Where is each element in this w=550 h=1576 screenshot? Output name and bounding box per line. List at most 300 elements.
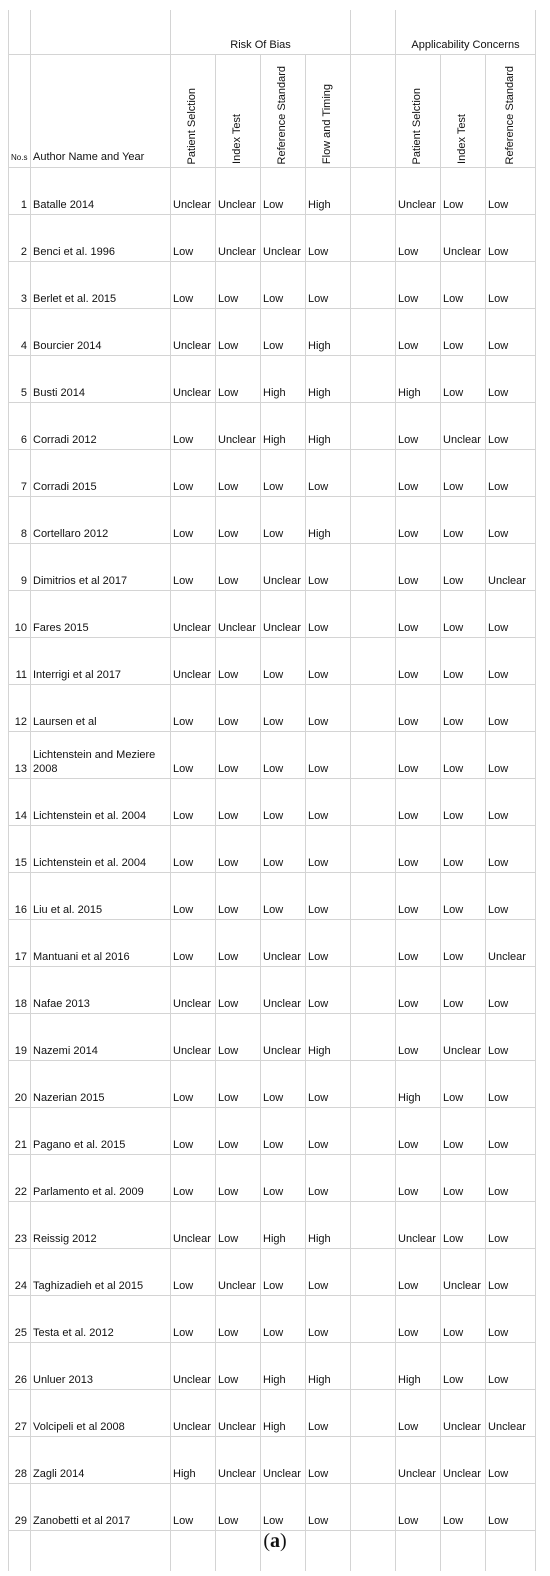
rob-index-test-cell: Low (216, 356, 261, 403)
header-no-cell (9, 55, 31, 168)
row-number: 7 (9, 450, 31, 497)
group-header-row (9, 10, 536, 55)
blank-cell (351, 1202, 396, 1249)
group-risk-of-bias (171, 10, 351, 55)
ac-index-test-cell: Low (441, 168, 486, 215)
ac-patient-selection-cell: Low (396, 1014, 441, 1061)
ac-patient-selection-cell: Low (396, 685, 441, 732)
row-number: 24 (9, 1249, 31, 1296)
rob-index-test-cell: Low (216, 685, 261, 732)
ac-reference-standard-cell: Low (486, 356, 536, 403)
header-ac-index-test: Index Test (456, 114, 469, 164)
ac-index-test-cell: Low (441, 262, 486, 309)
rob-reference-standard-cell: High (261, 1343, 306, 1390)
ac-index-test-cell: Unclear (441, 1390, 486, 1437)
rob-flow-timing-cell: Low (306, 638, 351, 685)
table-row (9, 215, 536, 262)
ac-reference-standard-cell: Low (486, 1108, 536, 1155)
ac-reference-standard-cell: Low (486, 262, 536, 309)
ac-reference-standard-cell: Low (486, 591, 536, 638)
rob-index-test-cell: Unclear (216, 591, 261, 638)
row-number: 14 (9, 779, 31, 826)
rob-index-test-cell: Low (216, 1484, 261, 1531)
rob-flow-timing-cell: High (306, 1343, 351, 1390)
header-rob-patient-selection: Patient Selction (186, 87, 198, 164)
caption-close: ) (280, 1530, 287, 1552)
rob-reference-standard-cell: Low (261, 168, 306, 215)
table-row (9, 779, 536, 826)
table-row (9, 967, 536, 1014)
row-number: 17 (9, 920, 31, 967)
quality-assessment-table (8, 10, 535, 1571)
rob-patient-selection-cell: Low (171, 1249, 216, 1296)
rob-patient-selection-cell: Low (171, 450, 216, 497)
author-name-year: Benci et al. 1996 (31, 215, 171, 262)
blank-cell (351, 779, 396, 826)
rob-patient-selection-cell: Low (171, 497, 216, 544)
ac-patient-selection-cell: Low (396, 967, 441, 1014)
blank-cell (351, 967, 396, 1014)
ac-patient-selection-cell: High (396, 356, 441, 403)
rob-patient-selection-cell: Low (171, 826, 216, 873)
rob-reference-standard-cell: Low (261, 262, 306, 309)
row-number: 4 (9, 309, 31, 356)
ac-patient-selection-cell: Low (396, 215, 441, 262)
ac-reference-standard-cell: Unclear (486, 1390, 536, 1437)
rob-flow-timing-cell: Low (306, 591, 351, 638)
ac-reference-standard-cell: Low (486, 967, 536, 1014)
rob-flow-timing-cell: Low (306, 215, 351, 262)
author-name-year: Reissig 2012 (31, 1202, 171, 1249)
ac-index-test-cell: Low (441, 1296, 486, 1343)
caption-letter: a (270, 1530, 280, 1552)
rob-flow-timing-cell: Low (306, 1108, 351, 1155)
author-name-year: Zagli 2014 (31, 1437, 171, 1484)
ac-reference-standard-cell: Low (486, 1155, 536, 1202)
table-row (9, 544, 536, 591)
blank-cell (351, 1296, 396, 1343)
rob-index-test-cell: Low (216, 262, 261, 309)
blank-cell (351, 1343, 396, 1390)
rob-flow-timing-cell: Low (306, 1437, 351, 1484)
ac-reference-standard-cell: Low (486, 826, 536, 873)
table-row (9, 309, 536, 356)
ac-patient-selection-cell: Unclear (396, 1437, 441, 1484)
ac-reference-standard-cell: Low (486, 450, 536, 497)
rob-patient-selection-cell: Low (171, 1484, 216, 1531)
author-name-year: Dimitrios et al 2017 (31, 544, 171, 591)
rob-reference-standard-cell: Low (261, 873, 306, 920)
rob-reference-standard-cell: Low (261, 450, 306, 497)
ac-index-test-cell: Low (441, 1155, 486, 1202)
row-number: 19 (9, 1014, 31, 1061)
rob-patient-selection-cell: Unclear (171, 1390, 216, 1437)
ac-patient-selection-cell: Low (396, 873, 441, 920)
row-number: 8 (9, 497, 31, 544)
ac-index-test-cell: Low (441, 450, 486, 497)
rob-flow-timing-cell: Low (306, 1249, 351, 1296)
ac-index-test-cell: Low (441, 497, 486, 544)
table-row (9, 591, 536, 638)
rob-reference-standard-cell: Low (261, 1155, 306, 1202)
ac-patient-selection-cell: Low (396, 1108, 441, 1155)
blank-cell (351, 732, 396, 779)
row-number: 18 (9, 967, 31, 1014)
rob-index-test-cell: Unclear (216, 1437, 261, 1484)
author-name-year: Zanobetti et al 2017 (31, 1484, 171, 1531)
rob-index-test-cell: Unclear (216, 1390, 261, 1437)
blank-cell (351, 1390, 396, 1437)
ac-patient-selection-cell: Low (396, 403, 441, 450)
row-number: 1 (9, 168, 31, 215)
rob-flow-timing-cell: Low (306, 967, 351, 1014)
row-number: 2 (9, 215, 31, 262)
ac-reference-standard-cell: Low (486, 779, 536, 826)
rob-index-test-cell: Low (216, 309, 261, 356)
rob-reference-standard-cell: Low (261, 685, 306, 732)
table-row (9, 732, 536, 779)
rob-patient-selection-cell: Unclear (171, 309, 216, 356)
header-author-cell (31, 55, 171, 168)
blank-cell (351, 1484, 396, 1531)
rob-flow-timing-cell: High (306, 168, 351, 215)
rob-flow-timing-cell: Low (306, 1061, 351, 1108)
column-header-row (9, 55, 536, 168)
rob-flow-timing-cell: Low (306, 732, 351, 779)
ac-index-test-cell: Low (441, 591, 486, 638)
author-name-year: Parlamento et al. 2009 (31, 1155, 171, 1202)
rob-reference-standard-cell: Low (261, 1249, 306, 1296)
header-rob-flow-timing: Flow and Timing (321, 83, 333, 164)
rob-flow-timing-cell: High (306, 403, 351, 450)
ac-index-test-cell: Low (441, 309, 486, 356)
rob-reference-standard-cell: Low (261, 826, 306, 873)
rob-reference-standard-cell: Low (261, 1108, 306, 1155)
rob-patient-selection-cell: Low (171, 685, 216, 732)
rob-index-test-cell: Low (216, 497, 261, 544)
group-title-risk: Risk Of Bias (230, 39, 291, 51)
ac-index-test-cell: Unclear (441, 1014, 486, 1061)
ac-index-test-cell: Low (441, 1108, 486, 1155)
author-name-year: Lichtenstein et al. 2004 (31, 826, 171, 873)
ac-patient-selection-cell: Low (396, 262, 441, 309)
ac-reference-standard-cell: Low (486, 1061, 536, 1108)
rob-flow-timing-cell: Low (306, 826, 351, 873)
row-number: 26 (9, 1343, 31, 1390)
ac-index-test-cell: Unclear (441, 403, 486, 450)
table-row (9, 685, 536, 732)
rob-flow-timing-cell: Low (306, 1155, 351, 1202)
blank-cell (351, 215, 396, 262)
rob-flow-timing-cell: Low (306, 920, 351, 967)
rob-flow-timing-cell: Low (306, 1296, 351, 1343)
rob-index-test-cell: Low (216, 1014, 261, 1061)
ac-reference-standard-cell: Low (486, 168, 536, 215)
ac-patient-selection-cell: Low (396, 920, 441, 967)
table-row (9, 450, 536, 497)
header-ac-index-cell (441, 55, 486, 168)
ac-reference-standard-cell: Low (486, 638, 536, 685)
row-number: 21 (9, 1108, 31, 1155)
rob-patient-selection-cell: Unclear (171, 1202, 216, 1249)
rob-flow-timing-cell: Low (306, 450, 351, 497)
table-row (9, 1249, 536, 1296)
table-row (9, 262, 536, 309)
rob-index-test-cell: Unclear (216, 1249, 261, 1296)
author-name-year: Interrigi et al 2017 (31, 638, 171, 685)
blank-cell (351, 1061, 396, 1108)
author-name-year: Bourcier 2014 (31, 309, 171, 356)
author-name-year: Laursen et al (31, 685, 171, 732)
ac-patient-selection-cell: Low (396, 1249, 441, 1296)
row-number: 27 (9, 1390, 31, 1437)
rob-reference-standard-cell: Low (261, 309, 306, 356)
rob-reference-standard-cell: Unclear (261, 215, 306, 262)
header-ac-patient-cell (396, 55, 441, 168)
blank-cell (351, 1249, 396, 1296)
table-row (9, 1296, 536, 1343)
ac-reference-standard-cell: Low (486, 1202, 536, 1249)
ac-patient-selection-cell: Low (396, 779, 441, 826)
rob-reference-standard-cell: High (261, 356, 306, 403)
rob-patient-selection-cell: Unclear (171, 1343, 216, 1390)
author-name-year: Liu et al. 2015 (31, 873, 171, 920)
rob-reference-standard-cell: Low (261, 1296, 306, 1343)
table-row (9, 826, 536, 873)
rob-patient-selection-cell: Low (171, 1061, 216, 1108)
rob-reference-standard-cell: Unclear (261, 920, 306, 967)
rob-flow-timing-cell: High (306, 1202, 351, 1249)
blank-cell (351, 450, 396, 497)
rob-index-test-cell: Low (216, 544, 261, 591)
rob-index-test-cell: Unclear (216, 168, 261, 215)
rob-index-test-cell: Low (216, 1296, 261, 1343)
author-name-year: Lichtenstein and Meziere 2008 (31, 732, 171, 779)
table-row (9, 497, 536, 544)
ac-index-test-cell: Unclear (441, 1249, 486, 1296)
header-rob-index-cell (216, 55, 261, 168)
rob-patient-selection-cell: Low (171, 403, 216, 450)
author-name-year: Nafae 2013 (31, 967, 171, 1014)
rob-reference-standard-cell: Low (261, 497, 306, 544)
rob-reference-standard-cell: Unclear (261, 1014, 306, 1061)
ac-reference-standard-cell: Low (486, 1249, 536, 1296)
ac-reference-standard-cell: Low (486, 1343, 536, 1390)
rob-patient-selection-cell: Low (171, 920, 216, 967)
blank-cell (351, 10, 396, 55)
ac-index-test-cell: Low (441, 1484, 486, 1531)
rob-flow-timing-cell: Low (306, 262, 351, 309)
ac-patient-selection-cell: Low (396, 497, 441, 544)
blank-cell (351, 544, 396, 591)
rob-patient-selection-cell: Low (171, 1155, 216, 1202)
blank-cell (351, 873, 396, 920)
author-name-year: Pagano et al. 2015 (31, 1108, 171, 1155)
rob-patient-selection-cell: Unclear (171, 591, 216, 638)
row-number: 25 (9, 1296, 31, 1343)
row-number: 5 (9, 356, 31, 403)
ac-index-test-cell: Low (441, 826, 486, 873)
ac-reference-standard-cell: Low (486, 215, 536, 262)
blank-cell (351, 497, 396, 544)
rob-reference-standard-cell: Low (261, 779, 306, 826)
ac-index-test-cell: Low (441, 544, 486, 591)
author-name-year: Nazemi 2014 (31, 1014, 171, 1061)
ac-patient-selection-cell: Low (396, 1296, 441, 1343)
table-row (9, 1061, 536, 1108)
rob-index-test-cell: Unclear (216, 215, 261, 262)
rob-patient-selection-cell: High (171, 1437, 216, 1484)
ac-patient-selection-cell: Low (396, 1484, 441, 1531)
ac-patient-selection-cell: Low (396, 1390, 441, 1437)
rob-patient-selection-cell: Low (171, 873, 216, 920)
rob-patient-selection-cell: Low (171, 779, 216, 826)
header-ac-patient-selection: Patient Selction (411, 87, 424, 164)
rob-index-test-cell: Unclear (216, 403, 261, 450)
ac-index-test-cell: Low (441, 779, 486, 826)
ac-reference-standard-cell: Low (486, 1014, 536, 1061)
rob-patient-selection-cell: Low (171, 544, 216, 591)
table-row (9, 638, 536, 685)
row-number: 22 (9, 1155, 31, 1202)
rob-index-test-cell: Low (216, 450, 261, 497)
author-name-year: Busti 2014 (31, 356, 171, 403)
row-number: 12 (9, 685, 31, 732)
row-number: 3 (9, 262, 31, 309)
rob-reference-standard-cell: Unclear (261, 1437, 306, 1484)
ac-patient-selection-cell: High (396, 1343, 441, 1390)
ac-patient-selection-cell: Low (396, 1155, 441, 1202)
author-name-year: Lichtenstein et al. 2004 (31, 779, 171, 826)
ac-index-test-cell: Low (441, 920, 486, 967)
ac-patient-selection-cell: Low (396, 450, 441, 497)
header-ac-reference-cell (486, 55, 536, 168)
row-number: 13 (9, 732, 31, 779)
header-rob-reference-standard: Reference Standard (276, 65, 288, 164)
qa-table (8, 10, 536, 1571)
blank-cell (351, 55, 396, 168)
rob-flow-timing-cell: High (306, 356, 351, 403)
rob-patient-selection-cell: Low (171, 732, 216, 779)
rob-patient-selection-cell: Low (171, 1296, 216, 1343)
table-row (9, 1155, 536, 1202)
blank-cell (351, 920, 396, 967)
author-name-year: Volcipeli et al 2008 (31, 1390, 171, 1437)
row-number: 6 (9, 403, 31, 450)
blank-cell (351, 1014, 396, 1061)
ac-patient-selection-cell: Unclear (396, 168, 441, 215)
ac-index-test-cell: Low (441, 356, 486, 403)
rob-reference-standard-cell: Low (261, 638, 306, 685)
header-rob-patient-cell (171, 55, 216, 168)
row-number: 28 (9, 1437, 31, 1484)
rob-index-test-cell: Low (216, 1155, 261, 1202)
ac-patient-selection-cell: Low (396, 826, 441, 873)
rob-flow-timing-cell: Low (306, 779, 351, 826)
ac-patient-selection-cell: Unclear (396, 1202, 441, 1249)
rob-index-test-cell: Low (216, 1343, 261, 1390)
rob-index-test-cell: Low (216, 967, 261, 1014)
blank-cell (351, 1155, 396, 1202)
rob-flow-timing-cell: High (306, 497, 351, 544)
ac-patient-selection-cell: Low (396, 309, 441, 356)
header-ac-reference-standard: Reference Standard (503, 65, 516, 164)
blank-cell (351, 309, 396, 356)
author-name-year: Corradi 2012 (31, 403, 171, 450)
blank-cell (351, 168, 396, 215)
ac-reference-standard-cell: Low (486, 732, 536, 779)
rob-index-test-cell: Low (216, 638, 261, 685)
header-rob-reference-cell (261, 55, 306, 168)
ac-reference-standard-cell: Low (486, 1484, 536, 1531)
rob-reference-standard-cell: High (261, 1202, 306, 1249)
table-row (9, 1202, 536, 1249)
ac-reference-standard-cell: Low (486, 309, 536, 356)
blank-cell (351, 591, 396, 638)
rob-patient-selection-cell: Unclear (171, 1014, 216, 1061)
figure-caption (0, 1530, 550, 1553)
rob-reference-standard-cell: Unclear (261, 544, 306, 591)
ac-reference-standard-cell: Low (486, 1437, 536, 1484)
row-number: 10 (9, 591, 31, 638)
ac-patient-selection-cell: High (396, 1061, 441, 1108)
row-number: 9 (9, 544, 31, 591)
header-rob-index-test: Index Test (231, 114, 243, 164)
ac-index-test-cell: Low (441, 1343, 486, 1390)
rob-index-test-cell: Low (216, 1108, 261, 1155)
table-row (9, 168, 536, 215)
rob-reference-standard-cell: High (261, 403, 306, 450)
rob-index-test-cell: Low (216, 779, 261, 826)
author-name-year: Batalle 2014 (31, 168, 171, 215)
rob-flow-timing-cell: Low (306, 1390, 351, 1437)
header-author: Author Name and Year (33, 151, 145, 163)
ac-reference-standard-cell: Low (486, 497, 536, 544)
ac-reference-standard-cell: Low (486, 403, 536, 450)
ac-index-test-cell: Unclear (441, 215, 486, 262)
blank-cell (351, 638, 396, 685)
table-row (9, 356, 536, 403)
blank-cell (351, 826, 396, 873)
author-name-year: Corradi 2015 (31, 450, 171, 497)
author-name-year: Cortellaro 2012 (31, 497, 171, 544)
rob-reference-standard-cell: Low (261, 1061, 306, 1108)
row-number: 15 (9, 826, 31, 873)
table-row (9, 403, 536, 450)
blank-cell (351, 685, 396, 732)
rob-reference-standard-cell: Low (261, 1484, 306, 1531)
rob-patient-selection-cell: Unclear (171, 638, 216, 685)
rob-patient-selection-cell: Low (171, 215, 216, 262)
rob-patient-selection-cell: Low (171, 262, 216, 309)
author-name-year: Taghizadieh et al 2015 (31, 1249, 171, 1296)
ac-index-test-cell: Low (441, 873, 486, 920)
rob-reference-standard-cell: Unclear (261, 967, 306, 1014)
row-number: 23 (9, 1202, 31, 1249)
caption-open: ( (263, 1530, 270, 1552)
ac-index-test-cell: Low (441, 1202, 486, 1249)
blank-cell (351, 403, 396, 450)
blank-cell (31, 10, 171, 55)
ac-index-test-cell: Low (441, 685, 486, 732)
rob-patient-selection-cell: Low (171, 1108, 216, 1155)
rob-patient-selection-cell: Unclear (171, 168, 216, 215)
author-name-year: Testa et al. 2012 (31, 1296, 171, 1343)
rob-index-test-cell: Low (216, 732, 261, 779)
blank-cell (351, 262, 396, 309)
ac-index-test-cell: Low (441, 967, 486, 1014)
rob-index-test-cell: Low (216, 1061, 261, 1108)
